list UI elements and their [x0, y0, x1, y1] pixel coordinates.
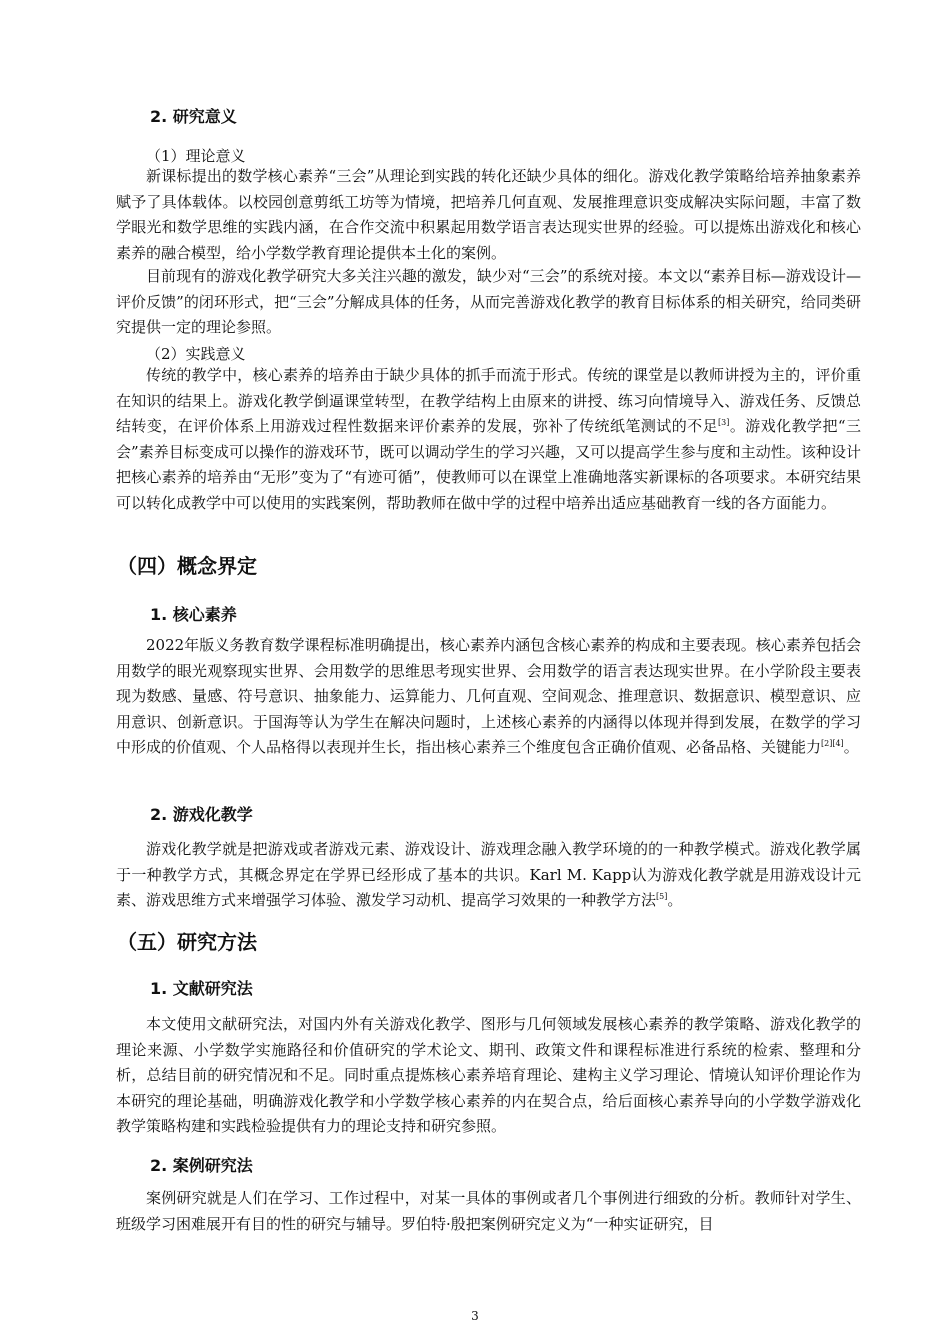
practice-paragraph — [116, 363, 861, 516]
literature-research-paragraph: 本文使用文献研究法，对国内外有关游戏化教学、图形与几何领域发展核心素养的教学策略、游戏化教学的理论来源、小学数学实施路径和价值研究的学术论文、期刊、政策文件和课程标准进行系统的检索、整理和分析，总结目前的研究情况和不足。同时重点提炼核心素养培育理论、建构主义学习理论、情境认知评价理论作为本研究的理论基础，明确游戏化教学和小学数学核心素养的内在契合点，给后面核心素养导向的小学数学游戏化教学策略构建和实践检验提供有力的理论支持和研究参照。 — [116, 1015, 861, 1135]
game-text-a: 游戏化教学就是把游戏或者游戏元素、游戏设计、游戏理念融入教学环境的的一种教学模式。游戏化教学属于一种教学方式，其概念界定在学界已经形成了基本的共识。Karl M. Kapp认为游戏化教学就是用游戏设计元素、游戏思维方式来增强学习体验、激发学习动机、提高学习效果的一种教学方法 — [116, 840, 861, 909]
section-heading-research-significance: 2. 研究意义 — [150, 107, 237, 126]
theory-paragraph-1: 新课标提出的数学核心素养“三会”从理论到实践的转化还缺少具体的细化。游戏化教学策略给培养抽象素养赋予了具体载体。以校园创意剪纸工坊等为情境，把培养几何直观、发展推理意识变成解决实际问题，丰富了数学眼光和数学思维的实践内涵，在合作交流中积累起用数学语言表达现实世界的经验。可以提炼出游戏化和核心素养的融合模型，给小学数学教育理论提供本土化的案例。 — [116, 167, 861, 262]
core-text-b: 。 — [843, 738, 859, 756]
core-literacy-paragraph — [116, 633, 861, 761]
theory-significance-label: （1）理论意义 — [146, 147, 246, 165]
practice-text-b: 。游戏化教学把“三会”素养目标变成可以操作的游戏环节，既可以调动学生的学习兴趣，又可以提高学生参与度和主动性。该种设计把核心素养的培养由“无形”变为了“有迹可循”，使教师可以在课堂上准确地落实新课标的各项要求。本研究结果可以转化成教学中可以使用的实践案例，帮助教师在做中学的过程中培养出适应基础教育一线的各方面能力。 — [116, 417, 861, 512]
practice-significance-label: （2）实践意义 — [146, 345, 246, 363]
practice-text-a: 传统的教学中，核心素养的培养由于缺少具体的抓手而流于形式。传统的课堂是以教师讲授为主的，评价重在知识的结果上。游戏化教学倒逼课堂转型，在教学结构上由原来的讲授、练习向情境导入、游戏任务、反馈总结转变，在评价体系上用游戏过程性数据来评价素养的发展，弥补了传统纸笔测试的不足 — [116, 366, 861, 435]
section-heading-research-methods: （五）研究方法 — [117, 930, 257, 954]
subheading-literature-research: 1. 文献研究法 — [150, 979, 253, 998]
gamified-teaching-paragraph — [116, 837, 861, 914]
subheading-case-study: 2. 案例研究法 — [150, 1156, 253, 1175]
game-text-b: 。 — [667, 891, 683, 909]
citation-3: [3] — [718, 418, 730, 427]
citation-5: [5] — [656, 892, 668, 901]
theory-paragraph-2: 目前现有的游戏化教学研究大多关注兴趣的激发，缺少对“三会”的系统对接。本文以“素养目标—游戏设计—评价反馈”的闭环形式，把“三会”分解成具体的任务，从而完善游戏化教学的教育目标体系的相关研究，给同类研究提供一定的理论参照。 — [116, 267, 861, 336]
citation-2-4: [2][4] — [821, 739, 844, 748]
subheading-gamified-teaching: 2. 游戏化教学 — [150, 805, 253, 824]
core-text-a: 2022年版义务教育数学课程标准明确提出，核心素养内涵包含核心素养的构成和主要表现。核心素养包括会用数学的眼光观察现实世界、会用数学的思维思考现实世界、会用数学的语言表达现实世界。在小学阶段主要表现为数感、量感、符号意识、抽象能力、运算能力、几何直观、空间观念、推理意识、数据意识、模型意识、应用意识、创新意识。于国海等认为学生在解决问题时，上述核心素养的内涵得以体现并得到发展，在数学的学习中形成的价值观、个人品格得以表现并生长，指出核心素养三个维度包含正确价值观、必备品格、关键能力 — [116, 636, 861, 756]
subheading-core-literacy: 1. 核心素养 — [150, 605, 237, 624]
page-number: 3 — [471, 1309, 479, 1323]
section-heading-concept-definition: （四）概念界定 — [117, 554, 257, 578]
case-study-paragraph: 案例研究就是人们在学习、工作过程中，对某一具体的事例或者几个事例进行细致的分析。教师针对学生、班级学习困难展开有目的性的研究与辅导。罗伯特·殷把案例研究定义为“一种实证研究，目 — [116, 1189, 861, 1233]
